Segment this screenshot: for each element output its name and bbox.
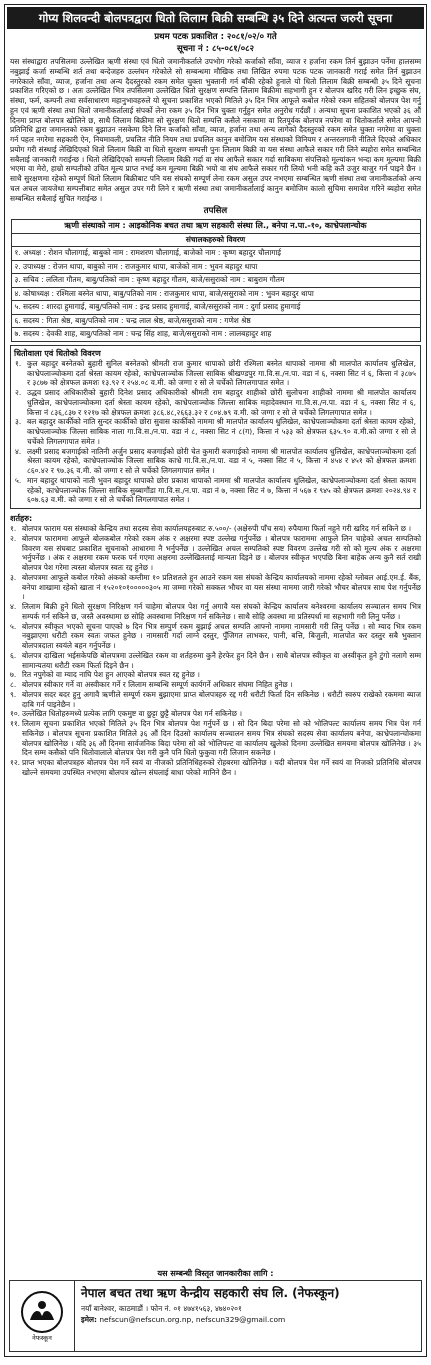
board-member-row: १. अध्यक्ष : रोशन चौलागाई, बाबुको नाम : रामशरण चौलागाई, बाजेको नाम : कृष्ण बहादुर चौलागाई — [11, 247, 420, 261]
org-address-line: नयाँ बानेश्वर, काठमाडौं । फोन नं. ०१ ४७४१५६३, ४७४०२०१ — [81, 1304, 242, 1313]
item-number: २. — [10, 533, 17, 543]
mortgage-item — [15, 388, 416, 417]
item-text: रित नपुगेको वा म्याद नाघि पेश हुन आएको बोलपत्र स्वत रद्द हुनेछ । — [22, 670, 200, 680]
terms-section — [5, 511, 426, 778]
terms-list — [5, 524, 426, 778]
notice-number: सूचना नं : ८५-०८१/०८२ — [176, 44, 255, 54]
publication-info — [5, 31, 426, 55]
mortgage-item — [15, 447, 416, 476]
item-text: बोलपत्र स्वीकृत भएको सूचना पाएको ७ दिन भित्र सम्पुर्ण रकम बुझाई अचल सम्पति आफ्नो नाममा नामसारी गरी लिनु पर्नेछ । सो म्याद भित्र रकम नबुझाएमा धरौटी रकम स्वतः जफत हुनेछ । नामसारी गर्दा लाग्ने दस्तुर, पुँजिगत लाभकर, पानी, बत्ति, बिजुली, मालपोत कर दस्तुर सबै भुक्तान बोलपत्रदाता स्वयंले बहन गर्नुपर्नेछ । — [22, 621, 421, 650]
term-item — [10, 622, 421, 651]
item-number: ७. — [10, 670, 17, 680]
mortgage-heading: धितोवाला एवं धितोको विवरण — [14, 348, 101, 358]
board-member-row: ६. सदस्य : गिता श्रेष्ठ, बाबु/पतिको नाम : चन्द्र लाल श्रेष्ठ, बाजे/ससुराको नाम : गणेश श्रेष्ठ — [11, 314, 420, 328]
item-text: उद्धव प्रसाद अधिकारीको बुहारी दिनेश प्रसाद अधिकारीको श्रीमती राम बहादुर शाहीको छोरी सुलोचना शाहीको नाममा श्री मालपोत कार्यालय धुलिखेल, काभ्रेपलाञ्चोकमा दर्ता श्रेस्ता कायम रहेको, काभ्रेपलाञ्चोक जिल्ला साबिक महादेवस्थान गा.वि.स./न.पा. वडा नं ६, नक्सा सिट नं ६, कित्ता नं ८३६,८३७ र १२१७ को क्षेत्रफल क्रमशः ३८६.४८,२६६३.३२ र ८०४.७९ व.मी. को जग्गा र सो ले चर्चेको लिगलगापात समेत । — [27, 388, 416, 417]
item-number: ८. — [10, 680, 17, 689]
board-member-row: २. उपाध्यक्ष : रोजन थापा, बाबुको नाम : राजकुमार थापा, बाजेको नाम : भुवन बहादुर थापा — [11, 260, 420, 274]
term-item — [10, 534, 421, 573]
org-name: नेपाल बचत तथा ऋण केन्द्रीय सहकारी संघ लि. (नेफस्कून) — [81, 1286, 340, 1300]
term-item — [10, 709, 421, 719]
contact-heading: यस सम्बन्धी विस्तृत जानकारीका लागि : — [157, 1269, 274, 1278]
borrower-table — [11, 219, 421, 342]
item-number: ५. — [15, 475, 22, 485]
term-item — [10, 602, 421, 622]
item-number: ४. — [15, 446, 22, 456]
item-text: कुल बहादुर बस्नेतको बुहारी सुनिल बस्नेतको श्रीमती राज कुमार थापाको छोरी रश्मिला बस्नेत थापाको नाममा श्री मालपोत कार्यालय धुलिखेल, काभ्रेपलाञ्चोकमा दर्ता श्रेस्ता कायम रहेको, काभ्रेपलाञ्चोक जिल्ला साबिक श्रीखण्डपुर गा.वि.स./न.पा. वडा नं ६, नक्सा सिट नं ६, कित्ता नं ३८७५ र ३८७७ को क्षेत्रफल क्रमशः १३.९२ र २५४.०८ व.मी. को जग्गा र सो ले चर्चेको लिगलगापात समेत । — [27, 358, 416, 388]
item-number: ४. — [10, 602, 17, 611]
first-published-date: प्रथम पटक प्रकाशित : २०८१/०२/० गते — [154, 32, 277, 42]
item-text: लिलाम सूचना प्रकाशित भएको मितिले ३५ दिन भित्र बोलपत्र पेश गर्नुपर्ने छ । सो दिन बिदा परेमा सो को भोलिपल्ट कार्यालय समय भित्र पेश गर्न सकिनेछ । बोलपत्र सूचना प्रकाशित मितिले ३६ औं दिन दिउसो कार्यालय सञ्चालन समय भित्र संघको सदस्य सेवा कार्यालय बनेपा, काभ्रेपलान्चोकमा बोलपत्र खोलिनेछ । यदि ३६ औं दिनमा सार्वजनिक बिदा परेमा सो को भोलिपल्ट वा कार्यालय खुलेको दिनमा उल्लेखित समयमा बोलपत्र खोलिनेछ । ३५ दिन सम्म कसैको पनि धितोवालाले बोलपत्र पेश गरी कुनै पनि धितो फुकुवा गरी लिजान सकनेछ । — [22, 719, 421, 758]
term-item — [10, 670, 421, 680]
item-text: बोलपत्र स्वीकार गर्ने वा अस्वीकार गर्ने र लिलाम सम्बन्धि सम्पूर्ण कार्यगर्ने अधिकार संघमा निहित हुनेछ । — [22, 680, 293, 689]
item-number: २. — [15, 388, 22, 397]
mortgage-item — [15, 359, 416, 388]
term-item — [10, 680, 421, 690]
term-item — [10, 719, 421, 758]
item-number: ५. — [10, 621, 17, 631]
item-number: १०. — [10, 709, 21, 719]
contact-footer — [9, 1268, 422, 1352]
tapasil-heading: तपसिल — [203, 206, 228, 217]
item-text: बल बहादुर कार्कीको नाति सुन्दर कार्कीको छोरा सुवास कार्कीको नाममा श्री मालपोत कार्यालय धुलिखेल, काभ्रेपलाञ्चोकमा दर्ता श्रेस्ता कायम रहेको, काभ्रेपलाञ्चोक जिल्ला साबिक नाला गा.वि.स./न.पा. वडा नं ८, नक्सा सिट नं ८(ग), कित्ता नं ५३३ को क्षेत्रफल ६३५.९० व.मी.को जग्गा र सो ले चर्चेको लिगलगापात समेत । — [27, 417, 416, 446]
board-member-row: ३. सचिव : ललिता गौतम, बाबु/पतिको नाम : कृष्ण बहादुर गौतम, बाजे/ससुराको नाम : बाबुराम गौतम — [11, 274, 420, 288]
item-text: प्राप्त भएका बोलपत्रहरु बोलपत्र पेश गर्ने स्वयं वा नीजको प्रतिनिधिहरुको रोहबरमा खोलिनेछ । यदी बोलपत्र पेश गर्ने स्वयं वा निजको प्रतिनिधि बोलपत्र खोल्ने समयमा उपस्थित नभएमा बोलपत्र खोल्न संघलाई बाधा परेको मानिने छैन । — [22, 758, 421, 777]
term-item — [10, 758, 421, 778]
item-text: बोलपत्र फाराममा आफूले बोलकबोल गरेको रकम अंक र अक्षरमा स्पष्ट उल्लेख गर्नुपर्नेछ । बोलपत्र फाराममा आफुले लिन चाहेको अचल सम्पतिको विवरण यस संघबाट प्रकाशित सूचनाको आधारमा नै भर्नुपर्नेछ । उल्लेखित अचल सम्पतिको स्पष्ट विवरण उल्लेख गरी सो को मूल्य अंक र अक्षरमा भर्नुपर्नेछ । अंक र अक्षरमा रकम फरक पर्न गएमा अक्षरमा उल्लेखितलाई मान्यता दिइने छ । बोलपत्र स्वीकृत भएपछि बिना बाहेक अन्य कुनै सर्त राखी बोलपत्र पेश गरेमा त्यस्ता बोलपत्र स्वतः रद्द हुनेछ । — [22, 533, 421, 572]
item-text: बोलपत्रमा आफूले कबोल गरेको अंकको कम्तीमा १० प्रतिशतले हुन आउने रकम यस संघको केन्द्रिय कार्यालयको नाममा रहेको ग्लोबल आई.एम.ई. बैंक, बनेपा शाखामा रहेको खाता नं १५२०१०१०००००३०५ मा जम्मा गरेको सक्कल भौचर वा यस संस्था नाममा जारी गरेको भौचर बोलपत्र साथ पेश गर्नुपर्नेछ । — [22, 572, 421, 602]
board-member-row: ७. सदस्य : देवकी शाह, बाबु/पतिको नाम : चन्द्र सिंह शाह, बाजे/ससुराको नाम : लालबहादुर शाह — [11, 328, 420, 342]
contact-box — [9, 1280, 422, 1352]
item-text: बोलपत्र सदर बदर हुनु अगावै ऋणीले सम्पूर्ण रकम बुझाएमा प्राप्त बोलपत्रहरु रद्द गरी धरौटी फिर्ता दिन सकिनेछ । धरौटी स्वरुप राखेको रकममा ब्याज दाबि गर्न पाइनेछैन । — [22, 689, 421, 709]
mortgage-item — [15, 417, 416, 446]
item-number: ११. — [10, 719, 21, 728]
item-number: १. — [15, 358, 22, 368]
item-text: मान बहादुर थापाको नाती भुवन बहादुर थापाको छोरा प्रकाश थापाको नाममा श्री मालपोत कार्यालय धुलिखेल, काभ्रेपलाञ्चोकमा दर्ता श्रेस्ता कायम रहेको, काभ्रेपलाञ्चोक जिल्ला साबिक सुब्बागौंडा गा.वि.स./न.पा. वडा नं ७, नक्सा सिट नं ७, कित्ता नं ५६७ र ९४५ को क्षेत्रफल क्रमशः २०२४.९४ र ६०७.६३ व.मी. को जग्गा र सो ले चर्चेको लिगलगापात समेत । — [27, 475, 416, 505]
logo-caption: नेफस्कून — [32, 1333, 52, 1342]
item-text: उल्लेखित धितोहरुमध्ये प्रत्येक लागि एकमुष्ट वा छुट्टा छुट्टै बोलपत्र पेश गर्न सकिनेछ । — [22, 709, 243, 719]
item-text: बोलपत्र फाराम यस संस्थाको केन्द्रिय तथा सदस्य सेवा कार्यालयहरुबाट रु.५००/- (अक्षेरुपी पाँच सय) रुपैयामा फिर्ता नहुने गरी खरिद गर्न सकिने छ । — [22, 524, 412, 533]
item-text: बोलपत्र दाखिला भईसकेपछि बोलपत्रमा उल्लेखित रकम वा शर्तहरुमा कुनै हेरफेर हुन दिने छैन । साथै बोलपत्र स्वीकृत वा अस्वीकृत हुने टुंगो नलागे सम्म सामान्यतया धरौटी रकम फिर्ता दिइने छैन । — [22, 650, 421, 670]
mortgage-list — [11, 359, 420, 508]
board-member-row: ४. कोषाध्यक्ष : रश्मिला बस्नेत थापा, बाबु/पतिको नाम : राजकुमार थापा, बाजे/ससुराको नाम : भुवन बहादुर थापा — [11, 287, 420, 301]
terms-heading: शर्तहरु: — [10, 514, 33, 523]
item-number: ९. — [10, 689, 17, 699]
hands-logo-icon — [20, 1290, 64, 1334]
org-logo — [10, 1281, 75, 1351]
org-email-line — [81, 1314, 415, 1325]
notice-page — [4, 4, 427, 1357]
term-item — [10, 690, 421, 710]
org-address: नयाँ बानेश्वर, काठमाडौं — [81, 1304, 143, 1313]
board-heading: संचालकहरुको विवरण — [11, 233, 420, 247]
item-number: १. — [10, 524, 17, 533]
notice-title: गोप्य शिलवन्दी बोलपत्रद्वारा धितो लिलाम बिक्री सम्बन्धि ३५ दिने अत्यन्त जरुरी सूचना — [7, 7, 424, 29]
mortgage-section — [10, 345, 421, 509]
borrower-name: ऋणी संस्थाको नाम : आइकोनिक बचत तथा ऋण सहकारी संस्था लि., बनेपा न.पा.-१०, काभ्रेपलान्चोक — [11, 220, 420, 234]
board-member-row: ५. सदस्य : शारदा हुमागाई, बाबु/पतिको नाम : इन्द्र प्रसाद हुमागाई, बाजे/ससुराको नाम : दुर्गा प्रसाद हुमागाई — [11, 301, 420, 315]
item-text: लिलाम बिक्री हुने धितो सुरक्षण निरिक्षण गर्न चाहेमा बोलपत्र पेश गर्नु अगावै यस संघको केन्द्रिय कार्यालय बनेश्वरमा कार्यालय सञ्चालन समय भित्र सम्पर्क गर्न सकिने छ, जस्तै अवस्थामा छ सोहि अवस्थामा निरिक्षण गर्न सकिनेछ । साथै सोहि अवस्था मा प्रतिस्पर्धा मा सहभागी गरी लिनु पर्नेछ । — [22, 602, 421, 621]
notice-intro: यस संस्थाद्वारा तपसिलमा उल्लेखित ऋणी संस्था एवं धितो जमानीकर्ताले उपभोग गरेको कर्जाको साँवा, व्याज र हर्जाना रकम तिर्न बुझाउन पर्नेमा हालसम्म नबुझाई कर्जा सम्बन्धि शर्त तथा बन्देजहरु उल्लंघन गरेकोले सो सम्बन्धमा मौखिक तथा लिखित रुपमा पटक पटक जानकारी गराई समेत तिर्न बुझाउन नगरेकाले साँवा, व्याज, हर्जाना तथा अन्य दैदस्तुरको रकम समेत चुक्ता भुक्तानी गर्न बाँकी रहेको हुनाले यो धितो लिलाम बिक्री सम्बन्धी ३५ दिने सूचना प्रकाशित गरिएको छ । अतः उल्लेखित भित्र तपसिलमा उल्लेखित धितो सुरक्षण सम्पत्ति लिलाम बिक्रीमा सहभागी हुन र बोलपत्र खरिद गरी लिन इच्छुक संघ, संस्था, फर्म, कम्पनी तथा सर्वसाधारण महानुभावहरुले यो सूचना प्रकाशित भएको मितिले ३५ दिन भित्र आफूले कबोल गरेको रकम सहितको बोलपत्र पेश गर्नु हुन एवं ऋणी संस्था तथा धितो जमानीकर्तालाई संपर्को लेना रकम ३५ दिन भित्र चुक्ता गर्नुहुन समेत अनुरोध गर्दछौं । अन्यथा सूचना प्रकाशित भएको ३६ औं दिनमा प्राप्त बोलपत्र खोलिने छ, साथै लिलाम बिक्रीमा सो सुरक्षण धितो सम्पत्ति कसैले नसकामा वा रितपूर्वक बोलपत्र नपरेमा वा धितोकर्ताले समेत आफ्नो प्रतिनिधि द्वारा जमानतको रकम बुझाउन नसकेमा दिने लिन कर्जाको साँवा, व्याज, हर्जाना तथा अन्य लागेको दैदस्तुरको रकम समेत चुक्ता नगरेमा वा चुक्ता गर्न पहल नगरेमा सहकारी ऐन, नियमावली, प्रचलित नीति नियम तथा प्रचलित कानुन बमोजिम यस संस्थाको विनियम र अन्तरलगानी नीतिले दिएको अधिकार प्रयोग गरी संस्थाई लेखिदिएको धितो लिलाम बिक्री वा धितो सुरक्षण सम्पत्ती पुनः लिलाम बिक्री वा यस संस्था आफैले सकार गरी लिने ब्यहोरा समेत सम्बन्धित सबैलाई जानकारी गराईन्छ । धितो लेखिदिएको सम्पत्ती लिलाम बिक्री गर्दा वा संघ आफैले सकार गर्दा साबिकमा संपत्तिको मूल्यांकन भन्दा कम मूल्यमा बिक्री भएमा वा मेरो, हाम्रो सम्पतीको उचित मूल्य प्राप्त नभई कम मूल्यमा बिक्री भयो वा संघ आफैले सकार गरी लियो भनी कहि कतै उजुर बाजुर गर्न पाइने छैन । साथै सुरक्षणमा रहेको सम्पूर्ण धितो लिलाम बिक्रीबाट पनि यस संघको सम्पूर्ण लेना रकम असुल उपर नभएमा सम्बन्धित ऋणी संस्था तथा जमानीकर्ताको अन्य चल अचल जायजेथा सम्पत्तीबाट समेत असुल उपर गरी लिने र ऋणी संस्था तथा जमानीकर्तालाई कानुन बमोजिम कालो सुचिमा समावेश गरिने ब्यहोरा समेत सम्बन्धित सबैलाई सुचित गराईन्छ । — [10, 57, 421, 203]
org-details — [75, 1281, 421, 1351]
org-phone: फोन नं. ०१ ४७४१५६३, ४७४०२०१ — [150, 1304, 242, 1313]
email-label: इमेल: — [81, 1315, 98, 1324]
email-link[interactable]: nefscun@nefscun.org.np, nefscun329@gmail.com — [99, 1315, 286, 1324]
term-item — [10, 573, 421, 602]
item-text: लक्ष्मी प्रसाद बजगाईको नातिनी अर्जुन प्रसाद बजगाईको छोरी चेत कुमारी बजगाईको नाममा श्री मालपोत कार्यालय धुलिखेल, काभ्रेपलाञ्चोकमा दर्ता श्रेस्ता कायम रहेको, काभ्रेपलाञ्चोक जिल्ला साबिक काभ्रे गा.वि.स./न.पा. वडा नं ५, नक्सा सिट नं ५, कित्ता नं ४५४ र ४५१ को क्षेत्रफल क्रमशः ८६०.४२ र ९७.३६ व.मी. को जग्गा र सो ले चर्चेको लिगलगापात समेत । — [27, 446, 416, 475]
term-item — [10, 651, 421, 671]
item-number: ३. — [15, 417, 22, 427]
item-number: ३. — [10, 572, 17, 582]
mortgage-item — [15, 476, 416, 505]
term-item — [10, 524, 421, 534]
item-number: १२. — [10, 758, 21, 767]
item-number: ६. — [10, 650, 17, 660]
